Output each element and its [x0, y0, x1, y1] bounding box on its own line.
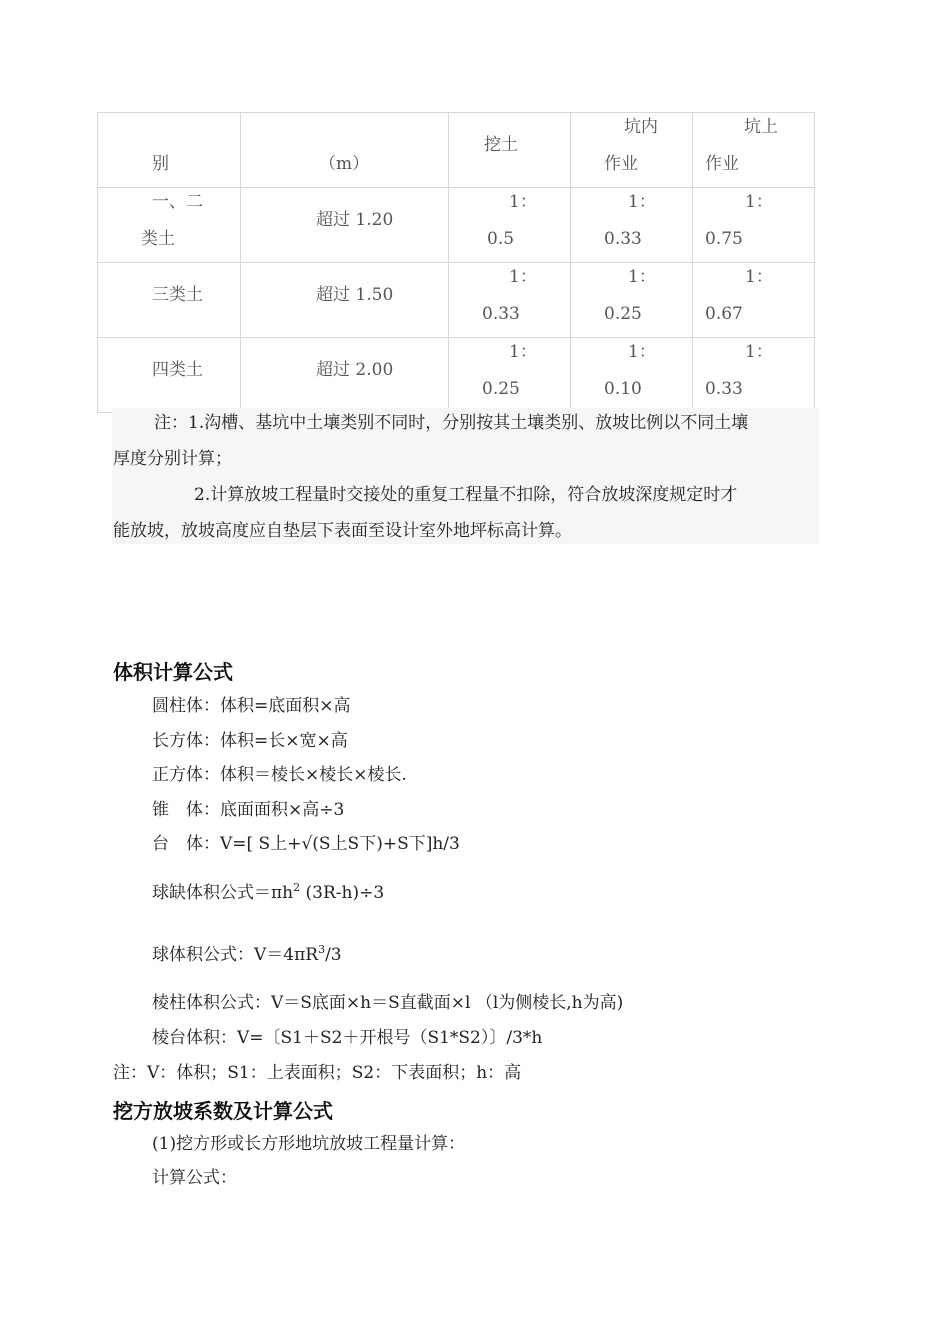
depth-cell [241, 338, 449, 413]
ratio-prefix: 1： [745, 192, 773, 212]
volume-legend: 注：V：体积；S1：上表面积；S2：下表面积；h：高 [113, 1063, 522, 1083]
ratio-value: 0.33 [482, 304, 520, 324]
cuboid-formula: 长方体：体积=长×宽×高 [152, 731, 348, 751]
ratio-value: 0.33 [604, 229, 642, 249]
cylinder-formula: 圆柱体：体积=底面积×高 [152, 696, 351, 716]
sphere-formula [152, 944, 342, 966]
ratio-prefix: 1： [509, 192, 537, 212]
depth-value: 超过 2.00 [316, 360, 394, 380]
table-row [98, 188, 815, 263]
sphere-text: 球体积公式：V＝4πR [152, 945, 319, 965]
soil-type-cell [98, 188, 241, 263]
ratio-value: 0.75 [705, 229, 743, 249]
table-row [98, 263, 815, 338]
soil-type-line1: 一、二 [152, 192, 203, 212]
soil-type-line2: 类土 [141, 229, 175, 249]
soil-type-line1: 三类土 [152, 285, 203, 305]
dig-ratio-cell [449, 263, 571, 338]
depth-cell [241, 188, 449, 263]
header-on-pit-2: 作业 [705, 154, 739, 174]
header-dig: 挖土 [484, 135, 518, 155]
header-cell-depth [241, 113, 449, 188]
ratio-prefix: 1： [509, 267, 537, 287]
spherical-cap-exponent: 2 [293, 881, 301, 894]
header-depth-unit: （m） [319, 154, 370, 174]
ratio-value: 0.10 [604, 379, 642, 399]
excavation-section-title: 挖方放坡系数及计算公式 [113, 1099, 333, 1123]
dig-ratio-cell [449, 338, 571, 413]
ratio-prefix: 1： [628, 267, 656, 287]
cube-formula: 正方体：体积＝棱长×棱长×棱长. [152, 765, 407, 785]
spherical-cap-text: 球缺体积公式＝πh [152, 883, 294, 903]
ratio-value: 0.5 [487, 229, 515, 249]
header-cell-on-pit [693, 113, 815, 188]
in-pit-ratio-cell [571, 188, 693, 263]
sphere-tail: /3 [325, 945, 342, 965]
on-pit-ratio-cell [693, 188, 815, 263]
ratio-prefix: 1： [745, 342, 773, 362]
ratio-value: 0.67 [705, 304, 743, 324]
table-row [98, 338, 815, 413]
formula-label: 计算公式： [152, 1168, 237, 1188]
header-in-pit-2: 作业 [604, 154, 638, 174]
ratio-value: 0.25 [604, 304, 642, 324]
soil-type-cell [98, 263, 241, 338]
note-line-2: 厚度分别计算； [113, 449, 232, 469]
spherical-cap-tail: (3R-h)÷3 [300, 883, 385, 903]
ratio-prefix: 1： [628, 342, 656, 362]
header-cell-in-pit [571, 113, 693, 188]
depth-value: 超过 1.50 [316, 285, 394, 305]
ratio-value: 0.25 [482, 379, 520, 399]
header-cell-soil-type [98, 113, 241, 188]
volume-section-title: 体积计算公式 [113, 660, 233, 684]
soil-type-line1: 四类土 [152, 360, 203, 380]
header-cell-dig [449, 113, 571, 188]
spherical-cap-formula [152, 882, 384, 904]
frustum-formula: 台 体：V=[ S上+√(S上S下)+S下]h/3 [152, 834, 460, 854]
note-line-4: 能放坡，放坡高度应自垫层下表面至设计室外地坪标高计算。 [113, 521, 572, 541]
excavation-item-1: (1)挖方形或长方形地坑放坡工程量计算： [152, 1134, 466, 1154]
cone-formula: 锥 体：底面面积×高÷3 [152, 800, 345, 820]
depth-value: 超过 1.20 [316, 210, 394, 230]
in-pit-ratio-cell [571, 338, 693, 413]
table-header-row [98, 113, 815, 188]
note-line-3: 2.计算放坡工程量时交接处的重复工程量不扣除，符合放坡深度规定时才 [194, 485, 738, 505]
note-line-1: 注：1.沟槽、基坑中土壤类别不同时，分别按其土壤类别、放坡比例以不同土壤 [154, 413, 749, 433]
ratio-prefix: 1： [509, 342, 537, 362]
sphere-exponent: 3 [318, 943, 326, 956]
prism-formula: 棱柱体积公式：V＝S底面×h＝S直截面×l （l为侧棱长,h为高) [152, 993, 624, 1013]
soil-type-cell [98, 338, 241, 413]
on-pit-ratio-cell [693, 263, 815, 338]
slope-ratio-table [97, 112, 815, 413]
header-soil-type: 别 [152, 154, 169, 174]
depth-cell [241, 263, 449, 338]
ratio-prefix: 1： [745, 267, 773, 287]
in-pit-ratio-cell [571, 263, 693, 338]
pyramid-frustum-formula: 棱台体积：V=〔S1＋S2＋开根号（S1*S2）〕/3*h [152, 1028, 543, 1048]
ratio-prefix: 1： [628, 192, 656, 212]
header-on-pit-1: 坑上 [744, 117, 778, 137]
table-notes-block [112, 408, 819, 544]
header-in-pit-1: 坑内 [624, 117, 658, 137]
ratio-value: 0.33 [705, 379, 743, 399]
on-pit-ratio-cell [693, 338, 815, 413]
dig-ratio-cell [449, 188, 571, 263]
